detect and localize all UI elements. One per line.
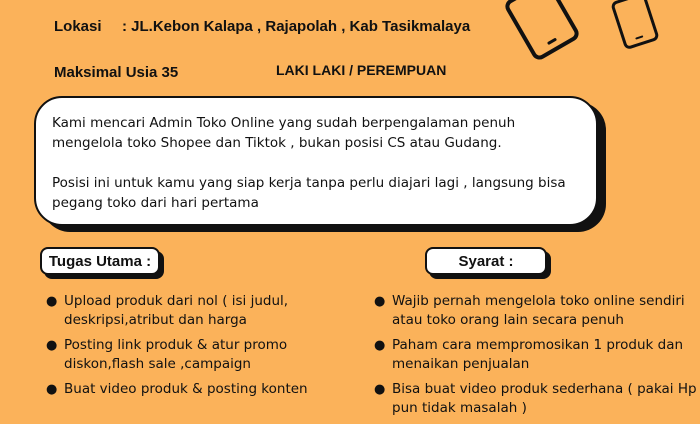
tugas-title: Tugas Utama : (40, 247, 160, 275)
list-item-text: Posting link produk & atur promo diskon,flash sale ,campaign (64, 337, 288, 372)
intro-paragraph: Posisi ini untuk kamu yang siap kerja tanpa perlu diajari lagi , langsung bisa pegang toko dari hari pertama (52, 175, 566, 211)
list-item (46, 336, 346, 374)
bullet-icon: ● (46, 382, 58, 397)
list-item-text: Upload produk dari nol ( isi judul, deskripsi,atribut dan harga (64, 293, 289, 328)
phone-icon (502, 0, 581, 62)
intro-paragraph: Kami mencari Admin Toko Online yang sudah berpengalaman penuh mengelola toko Shopee dan Tiktok , bukan posisi CS atau Gudang. (52, 115, 516, 151)
list-item-text: Wajib pernah mengelola toko online sendiri atau toko orang lain secara penuh (392, 293, 685, 328)
list-item (374, 380, 700, 418)
list-item-text: Bisa buat video produk sederhana ( pakai Hp pun tidak masalah ) (392, 381, 697, 416)
list-item (374, 292, 700, 330)
bullet-icon: ● (46, 338, 58, 353)
list-item (46, 292, 346, 330)
bullet-icon: ● (374, 382, 386, 397)
syarat-list (374, 292, 700, 424)
bullet-icon: ● (374, 338, 386, 353)
tugas-list (46, 292, 346, 405)
syarat-title: Syarat : (425, 247, 547, 275)
gender-requirement: LAKI LAKI / PEREMPUAN (276, 62, 447, 78)
bullet-icon: ● (46, 294, 58, 309)
list-item (46, 380, 346, 399)
location-value: : JL.Kebon Kalapa , Rajapolah , Kab Tasikmalaya (122, 18, 471, 35)
location-label: Lokasi (54, 18, 102, 35)
list-item-text: Buat video produk & posting konten (64, 381, 308, 397)
list-item-text: Paham cara mempromosikan 1 produk dan menaikan penjualan (392, 337, 684, 372)
list-item (374, 336, 700, 374)
age-requirement: Maksimal Usia 35 (54, 64, 179, 81)
bullet-icon: ● (374, 294, 386, 309)
phone-icon (610, 0, 660, 50)
